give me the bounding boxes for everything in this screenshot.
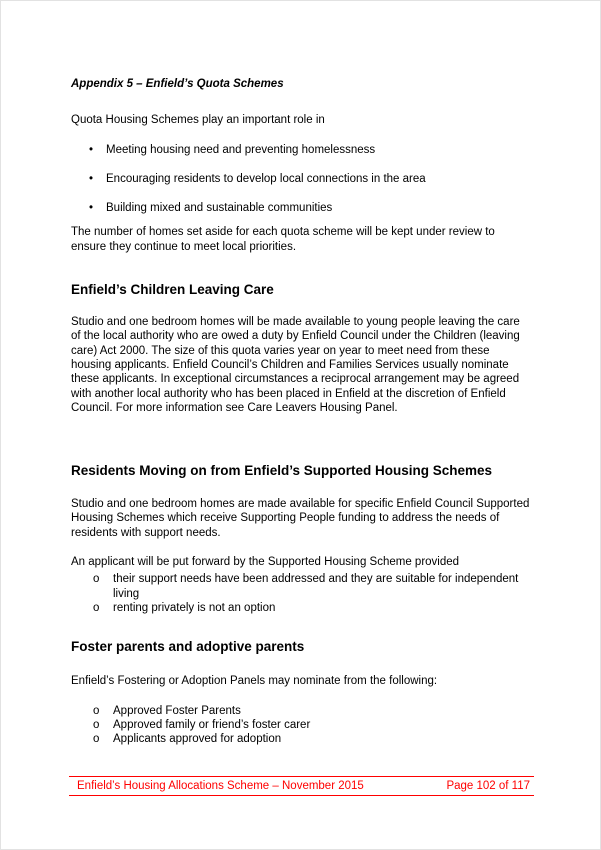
bullet-item [71, 172, 531, 186]
sub-bullet-text: Applicants approved for adoption [113, 733, 282, 746]
sub-bullet-icon: o [93, 573, 100, 586]
sub-bullet-item [71, 718, 531, 732]
bullet-icon: • [89, 143, 94, 156]
section-body-supported-housing: Studio and one bedroom homes are made available for specific Enfield Council Supported Housing Schemes which receive Supporting People funding to address the needs of residents with support needs. [71, 498, 530, 539]
intro-bullet-list [71, 143, 531, 216]
sub-bullet-item [71, 572, 531, 601]
bullet-text: Encouraging residents to develop local connections in the area [106, 172, 426, 185]
foster-parents-bullet-list [71, 704, 531, 747]
bullet-text: Meeting housing need and preventing homelessness [106, 143, 376, 156]
section-heading-children-leaving-care: Enfield’s Children Leaving Care [71, 282, 274, 298]
section-heading-foster-parents: Foster parents and adoptive parents [71, 639, 305, 655]
sub-bullet-icon: o [93, 733, 100, 746]
footer-page-number: Page 102 of 117 [446, 780, 530, 792]
sub-bullet-icon: o [93, 601, 100, 614]
footer-document-title: Enfield’s Housing Allocations Scheme – November 2015 [77, 780, 364, 792]
section-body-children-leaving-care: Studio and one bedroom homes will be made available to young people leaving the care of the local authority who are owed a duty by Enfield Council under the Children (leaving care) Act 2000. The size of this quota varies year on year to meet need from these housing applicants. Enfield Council’s Children and Families Services usually nominate these applicants. In exceptional circumstances a reciprocal arrangement may be agreed with another local authority who has been placed in Enfield at the discretion of Enfield Council. For more information see Care Leavers Housing Panel. [71, 316, 520, 414]
bullet-item [71, 201, 531, 215]
bullet-item [71, 143, 531, 157]
foster-parents-lead: Enfield’s Fostering or Adoption Panels may nominate from the following: [71, 675, 438, 688]
bullet-text: Building mixed and sustainable communities [106, 202, 333, 215]
sub-bullet-text: Approved Foster Parents [113, 704, 241, 717]
bullet-icon: • [89, 202, 94, 215]
sub-bullet-text: renting privately is not an option [113, 601, 276, 614]
sub-bullet-item [71, 704, 531, 718]
section-heading-supported-housing: Residents Moving on from Enfield’s Supported Housing Schemes [71, 463, 493, 479]
sub-bullet-icon: o [93, 704, 100, 717]
sub-bullet-text: their support needs have been addressed and they are suitable for independent living [113, 573, 519, 600]
intro-closing-paragraph: The number of homes set aside for each quota scheme will be kept under review to ensure they continue to meet local priorities. [71, 226, 495, 253]
supported-housing-lead: An applicant will be put forward by the Supported Housing Scheme provided [71, 556, 460, 569]
sub-bullet-item [71, 601, 531, 615]
bullet-icon: • [89, 172, 94, 185]
appendix-title: Appendix 5 – Enfield’s Quota Schemes [71, 78, 284, 90]
footer-text-row [69, 777, 534, 795]
page-footer [69, 776, 534, 796]
sub-bullet-icon: o [93, 718, 100, 731]
footer-bottom-rule [69, 795, 534, 796]
supported-housing-bullet-list [71, 572, 531, 615]
sub-bullet-item [71, 732, 531, 746]
sub-bullet-text: Approved family or friend’s foster carer [113, 718, 311, 731]
intro-lead-paragraph: Quota Housing Schemes play an important role in [71, 114, 325, 127]
page-content [71, 77, 531, 752]
